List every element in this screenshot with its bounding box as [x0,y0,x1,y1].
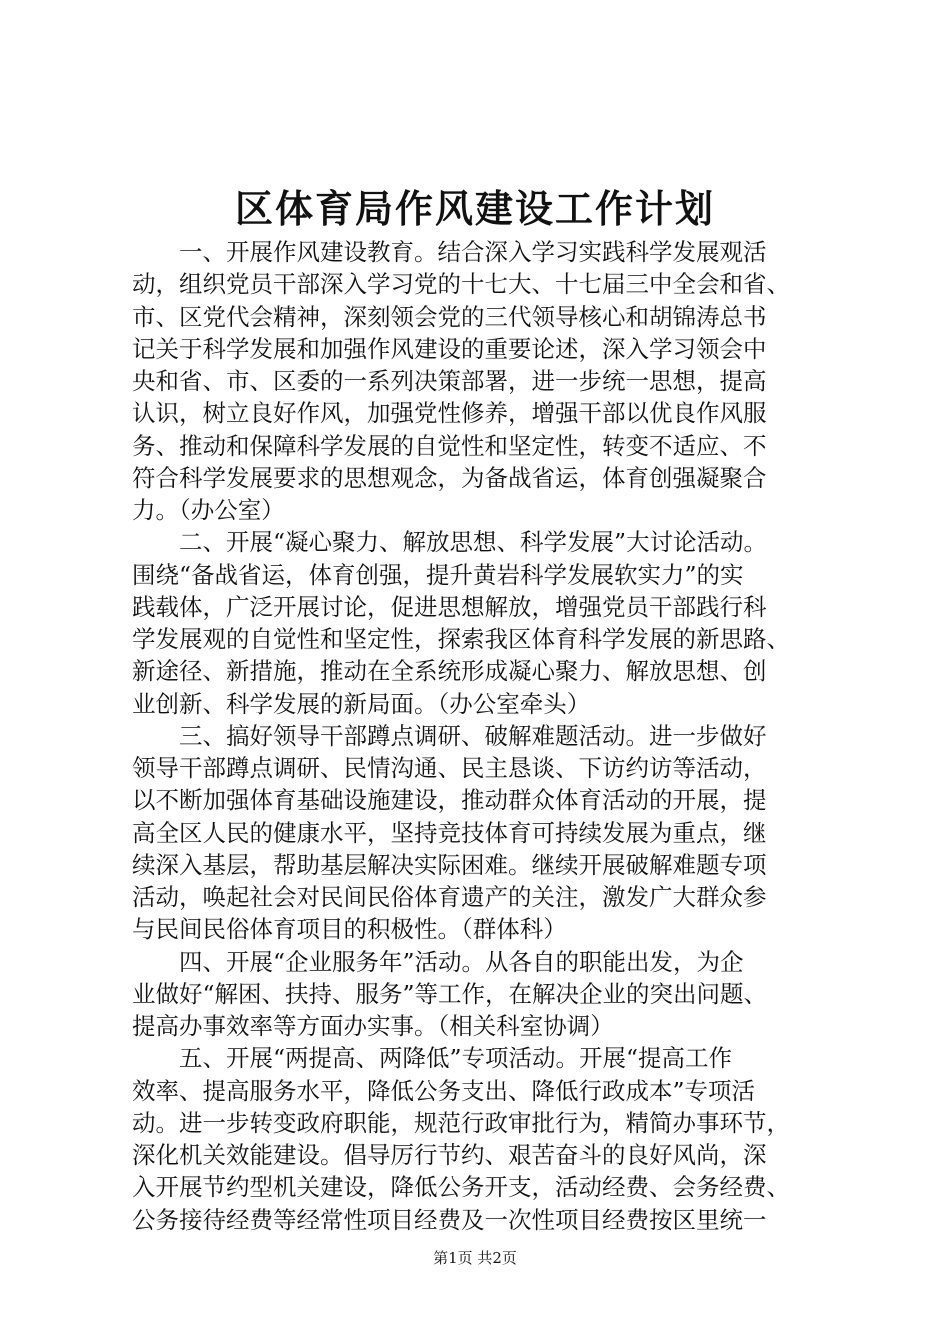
paragraph-1-line: 动，组织党员干部深入学习党的十七大、十七届三中全会和省、 [132,270,790,299]
paragraph-1-line: 市、区党代会精神，深刻领会党的三代领导核心和胡锦涛总书 [132,302,767,331]
paragraph-5-line: 五、开展“两提高、两降低”专项活动。开展“提高工作 [179,1044,733,1073]
paragraph-5-line: 深化机关效能建设。倡导厉行节约、艰苦奋斗的良好风尚，深 [132,1141,767,1169]
paragraph-1-line: 务、推动和保障科学发展的自觉性和坚定性，转变不适应、不 [132,431,767,460]
paragraph-3-line: 与民间民俗体育项目的积极性。（群体科） [132,915,567,944]
paragraph-5-line: 公务接待经费等经常性项目经费及一次性项目经费按区里统一 [132,1205,767,1234]
paragraph-4-line: 提高办事效率等方面办实事。（相关科室协调） [132,1012,614,1040]
paragraph-5-line: 效率、提高服务水平，降低公务支出、降低行政成本”专项活 [132,1076,756,1105]
paragraph-3-line: 以不断加强体育基础设施建设，推动群众体育活动的开展，提 [132,786,767,815]
paragraph-1-line: 认识，树立良好作风，加强党性修养，增强干部以优良作风服 [132,399,767,428]
paragraph-4-line: 四、开展“企业服务年”活动。从各自的职能出发，为企 [179,947,744,976]
paragraph-5-line: 动。进一步转变政府职能，规范行政审批行为，精简办事环节， [132,1108,790,1137]
paragraph-4-line: 业做好“解困、扶持、服务”等工作，在解决企业的突出问题、 [132,979,768,1008]
paragraph-5-line: 入开展节约型机关建设，降低公务开支，活动经费、会务经费、 [132,1173,790,1202]
paragraph-3-line: 三、搞好领导干部蹲点调研、破解难题活动。进一步做好 [179,721,767,750]
paragraph-3-line: 续深入基层，帮助基层解决实际困难。继续开展破解难题专项 [132,850,767,879]
paragraph-1-line: 记关于科学发展和加强作风建设的重要论述，深入学习领会中 [132,334,767,363]
paragraph-3-line: 领导干部蹲点调研、民情沟通、民主恳谈、下访约访等活动， [132,754,767,782]
paragraph-3-line: 高全区人民的健康水平，坚持竞技体育可持续发展为重点，继 [132,818,767,847]
paragraph-1-line: 央和省、市、区委的一系列决策部署，进一步统一思想，提高 [132,367,767,395]
paragraph-2-line: 新途径、新措施，推动在全系统形成凝心聚力、解放思想、创 [132,657,767,686]
page-number-footer: 第1页 共2页 [433,1249,517,1267]
document-title: 区体育局作风建设工作计划 [234,186,715,231]
paragraph-2-line: 践载体，广泛开展讨论，促进思想解放，增强党员干部践行科 [132,592,767,621]
paragraph-1-line: 一、开展作风建设教育。结合深入学习实践科学发展观活 [179,238,767,266]
paragraph-2-line: 二、开展“凝心聚力、解放思想、科学发展”大讨论活动。 [179,528,768,557]
document-body [132,236,832,1236]
paragraph-2-line: 学发展观的自觉性和坚定性，探索我区体育科学发展的新思路、 [132,625,790,653]
paragraph-2-line: 围绕“备战省运，体育创强，提升黄岩科学发展软实力”的实 [132,560,744,589]
paragraph-2-line: 业创新、科学发展的新局面。（办公室牵头） [132,689,591,718]
paragraph-1-line: 符合科学发展要求的思想观念，为备战省运，体育创强凝聚合 [132,463,767,492]
paragraph-1-line: 力。（办公室） [132,496,285,524]
paragraph-3-line: 活动，唤起社会对民间民俗体育遗产的关注，激发广大群众参 [132,883,767,911]
